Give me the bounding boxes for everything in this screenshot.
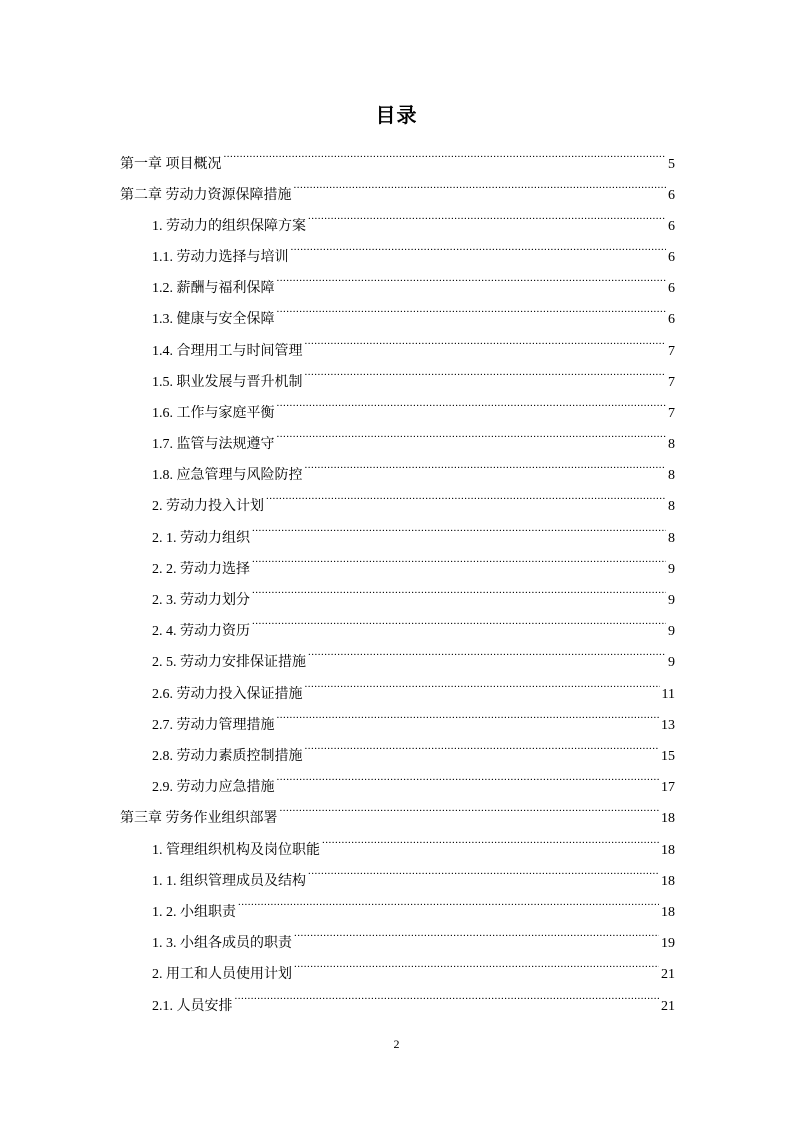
toc-entry[interactable]	[152, 420, 675, 452]
toc-entry-label: 2. 劳动力投入计划	[152, 499, 264, 514]
toc-entry[interactable]	[152, 670, 675, 702]
toc-entry-label: 1. 1. 组织管理成员及结构	[152, 874, 306, 889]
toc-entry-page: 13	[661, 718, 675, 733]
toc-entry[interactable]	[152, 482, 675, 514]
toc-entry-page: 8	[668, 499, 675, 514]
toc-entry-page: 18	[661, 874, 675, 889]
toc-dot-leader	[277, 295, 667, 323]
toc-dot-leader	[305, 451, 667, 479]
toc-entry-page: 9	[668, 655, 675, 670]
toc-entry-label: 2.6. 劳动力投入保证措施	[152, 687, 303, 702]
toc-entry-page: 6	[668, 250, 675, 265]
toc-entry[interactable]	[152, 233, 675, 265]
toc-entry-label: 1. 劳动力的组织保障方案	[152, 219, 306, 234]
toc-entry-page: 8	[668, 437, 675, 452]
toc-entry-label: 1.4. 合理用工与时间管理	[152, 344, 303, 359]
toc-entry-label: 1.3. 健康与安全保障	[152, 312, 275, 327]
toc-dot-leader	[238, 888, 659, 916]
toc-entry-label: 2.9. 劳动力应急措施	[152, 780, 275, 795]
toc-entry[interactable]	[152, 295, 675, 327]
toc-entry-label: 2. 2. 劳动力选择	[152, 562, 250, 577]
toc-dot-leader	[305, 732, 660, 760]
toc-entry-label: 1. 2. 小组职责	[152, 905, 236, 920]
toc-dot-leader	[305, 358, 667, 386]
toc-entry-page: 18	[661, 811, 675, 826]
toc-dot-leader	[277, 389, 667, 417]
toc-dot-leader	[308, 857, 659, 885]
toc-entry[interactable]	[152, 763, 675, 795]
toc-dot-leader	[294, 919, 659, 947]
toc-dot-leader	[252, 514, 666, 542]
toc-entry-page: 7	[668, 406, 675, 421]
toc-dot-leader	[252, 576, 666, 604]
toc-entry-page: 18	[661, 905, 675, 920]
toc-entry-label: 2. 用工和人员使用计划	[152, 967, 292, 982]
toc-entry-label: 第三章 劳务作业组织部署	[120, 811, 278, 826]
toc-entry[interactable]	[152, 358, 675, 390]
toc-entry-label: 2. 4. 劳动力资历	[152, 624, 250, 639]
toc-entry-page: 9	[668, 593, 675, 608]
toc-entry-page: 9	[668, 624, 675, 639]
toc-entry-page: 7	[668, 375, 675, 390]
toc-entry-label: 1.1. 劳动力选择与培训	[152, 250, 289, 265]
toc-entry-label: 1.2. 薪酬与福利保障	[152, 281, 275, 296]
toc-dot-leader	[277, 420, 667, 448]
toc-entry-page: 6	[668, 188, 675, 203]
toc-entry-label: 1.8. 应急管理与风险防控	[152, 468, 303, 483]
toc-entry-label: 第二章 劳动力资源保障措施	[120, 188, 292, 203]
toc-entry[interactable]	[120, 794, 675, 826]
toc-entry[interactable]	[152, 576, 675, 608]
toc-entry-label: 第一章 项目概况	[120, 157, 222, 172]
page-title: 目录	[375, 105, 418, 127]
toc-dot-leader	[277, 701, 660, 729]
toc-entry-page: 9	[668, 562, 675, 577]
toc-entry[interactable]	[152, 982, 675, 1014]
toc-entry[interactable]	[152, 264, 675, 296]
toc-entry-label: 2. 1. 劳动力组织	[152, 531, 250, 546]
toc-entry[interactable]	[152, 701, 675, 733]
toc-dot-leader	[305, 670, 660, 698]
toc-entry-page: 18	[661, 843, 675, 858]
toc-entry[interactable]	[152, 514, 675, 546]
toc-entry-label: 1. 管理组织机构及岗位职能	[152, 843, 320, 858]
toc-entry[interactable]	[152, 732, 675, 764]
toc-entry-label: 2. 3. 劳动力划分	[152, 593, 250, 608]
toc-dot-leader	[277, 763, 660, 791]
toc-dot-leader	[322, 826, 659, 854]
toc-entry-page: 6	[668, 281, 675, 296]
toc-entry[interactable]	[152, 451, 675, 483]
toc-entry-page: 6	[668, 219, 675, 234]
toc-dot-leader	[252, 545, 666, 573]
toc-entry-label: 1. 3. 小组各成员的职责	[152, 936, 292, 951]
toc-entry-page: 11	[661, 687, 675, 702]
toc-dot-leader	[308, 202, 666, 230]
toc-entry-label: 2.7. 劳动力管理措施	[152, 718, 275, 733]
toc-entry[interactable]	[152, 202, 675, 234]
toc-dot-leader	[224, 140, 667, 168]
toc-entry[interactable]	[152, 950, 675, 982]
toc-entry[interactable]	[152, 857, 675, 889]
toc-dot-leader	[280, 794, 660, 822]
toc-dot-leader	[294, 171, 667, 199]
toc-dot-leader	[235, 982, 660, 1010]
toc-entry-label: 2.1. 人员安排	[152, 999, 233, 1014]
toc-entry-page: 19	[661, 936, 675, 951]
toc-entry-page: 21	[661, 967, 675, 982]
toc-entry-page: 17	[661, 780, 675, 795]
toc-dot-leader	[277, 264, 667, 292]
toc-dot-leader	[291, 233, 667, 261]
toc-entry-page: 6	[668, 312, 675, 327]
toc-entry-page: 21	[661, 999, 675, 1014]
toc-dot-leader	[252, 607, 666, 635]
toc-entry-label: 1.7. 监管与法规遵守	[152, 437, 275, 452]
toc-dot-leader	[308, 638, 666, 666]
toc-entry[interactable]	[152, 638, 675, 670]
toc-entry[interactable]	[152, 389, 675, 421]
toc-dot-leader	[305, 327, 667, 355]
toc-entry[interactable]	[152, 545, 675, 577]
toc-entry[interactable]	[152, 327, 675, 359]
toc-entry-page: 7	[668, 344, 675, 359]
toc-entry[interactable]	[152, 919, 675, 951]
page-number: 2	[393, 1037, 400, 1051]
toc-entry[interactable]	[152, 607, 675, 639]
toc-entry-label: 1.5. 职业发展与晋升机制	[152, 375, 303, 390]
toc-entry-label: 2. 5. 劳动力安排保证措施	[152, 655, 306, 670]
toc-dot-leader	[294, 950, 659, 978]
toc-entry-page: 8	[668, 531, 675, 546]
toc-entry[interactable]	[120, 171, 675, 203]
toc-entry[interactable]	[120, 140, 675, 172]
toc-entry-page: 15	[661, 749, 675, 764]
toc-entry-page: 5	[668, 157, 675, 172]
toc-entry[interactable]	[152, 888, 675, 920]
toc-dot-leader	[266, 482, 666, 510]
toc-entry[interactable]	[152, 826, 675, 858]
toc-entry-page: 8	[668, 468, 675, 483]
toc-entry-label: 1.6. 工作与家庭平衡	[152, 406, 275, 421]
toc-entry-label: 2.8. 劳动力素质控制措施	[152, 749, 303, 764]
